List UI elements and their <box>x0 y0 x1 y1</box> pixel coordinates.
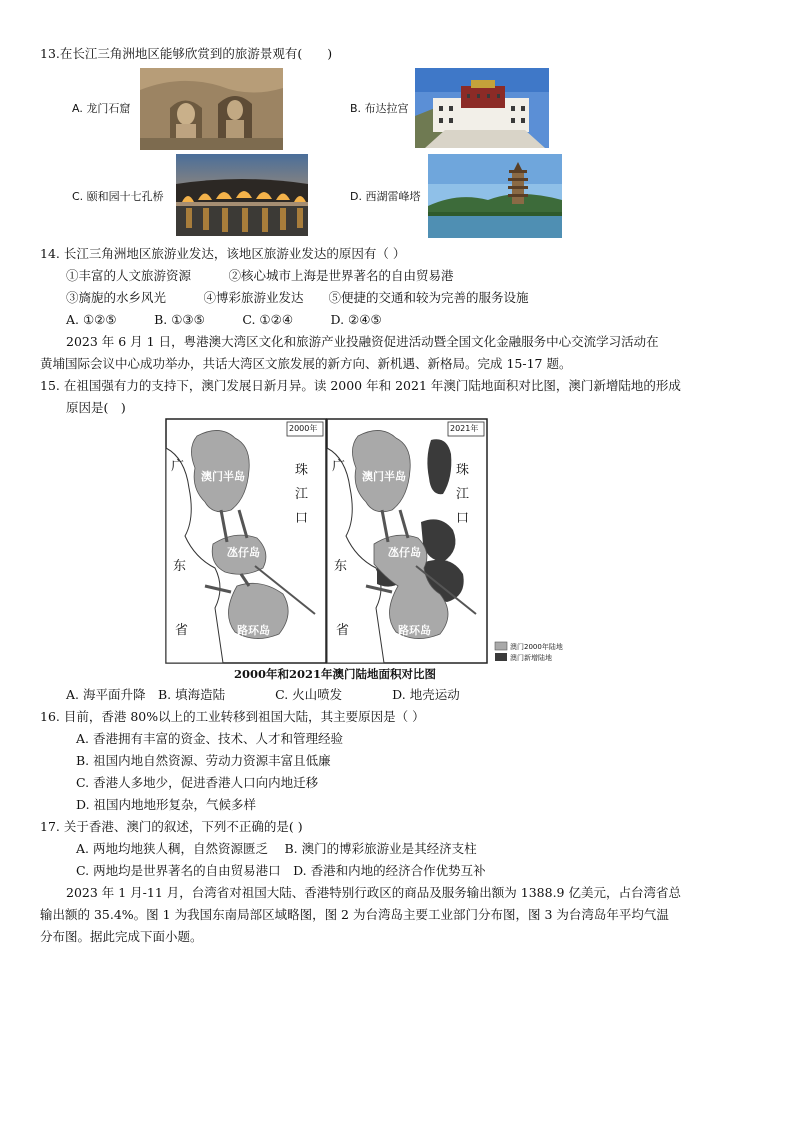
q14-stem: 14. 长江三角洲地区旅游业发达，该地区旅游业发达的原因有（ ） <box>40 246 406 261</box>
q14-line-2: ③旖旎的水乡风光 ④博彩旅游业发达 ⑤便捷的交通和较为完善的服务设施 <box>66 290 529 305</box>
potala-palace-image <box>415 68 549 148</box>
leifeng-pagoda-image <box>428 154 562 238</box>
q15-stem-2: 原因是( ) <box>66 400 126 415</box>
map-label-taipa-right: 氹仔岛 <box>388 546 421 559</box>
map-year-left: 2000年 <box>289 424 318 433</box>
map-label-peninsula-right: 澳门半岛 <box>362 470 406 483</box>
map-label-dong-left: 东 <box>173 559 187 574</box>
passage2-line-2: 输出额的 35.4%。图 1 为我国东南局部区域略图，图 2 为台湾岛主要工业部门分布图，图 3 为台湾岛年平均气温 <box>40 907 669 922</box>
map-label-zhu-left: 珠 <box>295 463 309 478</box>
map-label-coloane-right: 路环岛 <box>398 624 431 637</box>
map-label-jiang-left: 江 <box>295 487 309 502</box>
map-caption: 2000年和2021年澳门陆地面积对比图 <box>233 667 436 681</box>
passage2-line-3: 分布图。据此完成下面小题。 <box>40 929 203 944</box>
q15-stem-1: 15. 在祖国强有力的支持下，澳门发展日新月异。读 2000 年和 2021 年澳门陆地面积对比图，澳门新增陆地的形成 <box>40 378 681 393</box>
q16-option-a: A. 香港拥有丰富的资金、技术、人才和管理经验 <box>76 731 343 746</box>
map-label-sheng-right: 省 <box>336 623 350 638</box>
q15-options: A. 海平面升降 B. 填海造陆 C. 火山喷发 D. 地壳运动 <box>66 687 460 702</box>
q17-line-2: C. 两地均是世界著名的自由贸易港口 D. 香港和内地的经济合作优势互补 <box>76 863 486 878</box>
macau-land-comparison-map <box>165 418 585 664</box>
q16-option-b: B. 祖国内地自然资源、劳动力资源丰富且低廉 <box>76 753 331 768</box>
map-label-peninsula-left: 澳门半岛 <box>201 470 245 483</box>
q13-option-a: A. 龙门石窟 <box>72 102 131 115</box>
q16-option-d: D. 祖国内地地形复杂，气候多样 <box>76 797 257 812</box>
passage1-line-1: 2023 年 6 月 1 日，粤港澳大湾区文化和旅游产业投融资促进活动暨全国文化金融服务中心交流学习活动在 <box>66 334 659 349</box>
map-label-coloane-left: 路环岛 <box>237 624 270 637</box>
map-label-kou-left: 口 <box>295 511 309 526</box>
passage2-line-1: 2023 年 1 月-11 月，台湾省对祖国大陆、香港特别行政区的商品及服务输出额为 1388.9 亿美元，占台湾省总 <box>66 885 681 900</box>
legend-swatch-new <box>495 653 507 661</box>
map-label-taipa-left: 氹仔岛 <box>227 546 260 559</box>
map-year-right: 2021年 <box>450 424 479 433</box>
map-label-zhu-right: 珠 <box>456 463 470 478</box>
legend-label-2000: 澳门2000年陆地 <box>510 643 563 651</box>
map-label-sheng-left: 省 <box>175 623 189 638</box>
legend-label-new: 澳门新增陆地 <box>510 654 552 662</box>
q17-line-1: A. 两地均地狭人稠，自然资源匮乏 B. 澳门的博彩旅游业是其经济支柱 <box>76 841 477 856</box>
map-label-jiang-right: 江 <box>456 487 470 502</box>
map-label-kou-right: 口 <box>456 511 470 526</box>
q16-stem: 16. 目前，香港 80%以上的工业转移到祖国大陆，其主要原因是（ ） <box>40 709 425 724</box>
longmen-grottoes-image <box>140 68 283 150</box>
map-label-dong-right: 东 <box>334 559 348 574</box>
seventeen-arch-bridge-image <box>176 154 308 236</box>
q14-options: A. ①②⑤ B. ①③⑤ C. ①②④ D. ②④⑤ <box>66 312 382 327</box>
q13-option-c: C. 颐和园十七孔桥 <box>72 190 164 203</box>
q16-option-c: C. 香港人多地少，促进香港人口向内地迁移 <box>76 775 319 790</box>
passage1-line-2: 黄埔国际会议中心成功举办，共话大湾区文旅发展的新方向、新机遇、新格局。完成 15-17 题。 <box>40 356 572 371</box>
legend-swatch-2000 <box>495 642 507 650</box>
q13-stem: 13.在长江三角洲地区能够欣赏到的旅游景观有( ) <box>40 46 333 61</box>
q14-line-1: ①丰富的人文旅游资源 ②核心城市上海是世界著名的自由贸易港 <box>66 268 454 283</box>
q13-option-b: B. 布达拉宫 <box>350 102 409 115</box>
map-label-guang-right: 广 <box>332 459 346 474</box>
q13-option-d: D. 西湖雷峰塔 <box>350 190 421 203</box>
map-label-guang-left: 广 <box>171 459 185 474</box>
q17-stem: 17. 关于香港、澳门的叙述，下列不正确的是( ) <box>40 819 303 834</box>
